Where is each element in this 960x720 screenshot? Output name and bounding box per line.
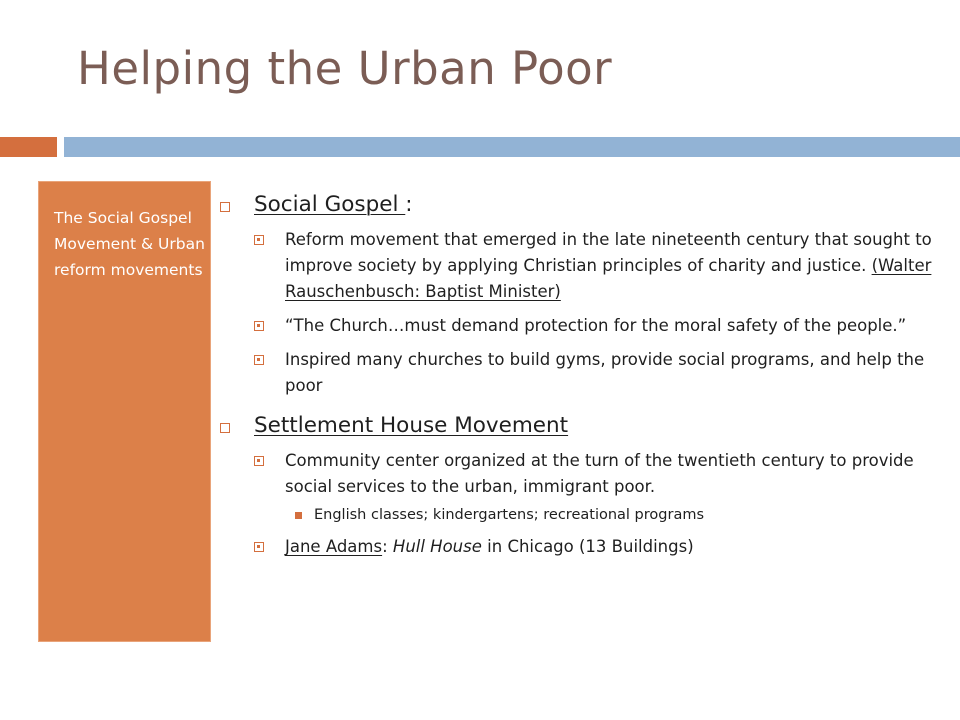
square-bullet-icon <box>220 202 230 212</box>
bullet-reference: (Walter Rauschenbusch: Baptist Minister) <box>285 256 932 301</box>
place-name: Hull House <box>392 537 482 556</box>
square-bullet-icon <box>254 321 264 331</box>
bullet-item <box>218 534 933 560</box>
content-area <box>218 192 933 568</box>
person-name: Jane Adams <box>285 537 383 556</box>
sidebar-panel <box>38 181 211 642</box>
social-gospel-colon: : <box>405 192 413 217</box>
section-heading-settlement <box>218 413 933 438</box>
slide-title: Helping the Urban Poor <box>77 42 613 95</box>
bullet-text: Reform movement that emerged in the late nineteenth century that sought to improve society by applying Christian principles of charity and justice. <box>285 230 932 275</box>
bullet-item <box>218 313 933 339</box>
square-bullet-icon <box>254 355 264 365</box>
bullet-item <box>218 227 933 305</box>
bullet-quote: “The Church…must demand protection for the moral safety of the people.” <box>285 316 907 335</box>
bullet-text: Inspired many churches to build gyms, provide social programs, and help the poor <box>285 350 925 395</box>
accent-bar-blue <box>64 137 960 157</box>
square-bullet-icon <box>254 542 264 552</box>
bullet-item <box>218 347 933 399</box>
accent-bar-orange <box>0 137 57 157</box>
social-gospel-heading: Social Gospel <box>254 192 406 217</box>
sub-bullet-item <box>218 504 933 526</box>
square-bullet-icon <box>220 423 230 433</box>
sub-bullet-text: English classes; kindergartens; recreational programs <box>314 507 705 523</box>
square-bullet-icon <box>254 456 264 466</box>
settlement-heading: Settlement House Movement <box>254 413 569 438</box>
sidebar-text: The Social Gospel Movement & Urban reform movements <box>54 209 205 279</box>
colon-text: : <box>382 537 393 556</box>
bullet-text: in Chicago (13 Buildings) <box>481 537 694 556</box>
square-bullet-icon <box>254 235 264 245</box>
section-heading-social-gospel <box>218 192 933 217</box>
bullet-text: Community center organized at the turn of the twentieth century to provide social services to the urban, immigrant poor. <box>285 451 914 496</box>
filled-square-bullet-icon <box>295 512 302 519</box>
bullet-item <box>218 448 933 500</box>
